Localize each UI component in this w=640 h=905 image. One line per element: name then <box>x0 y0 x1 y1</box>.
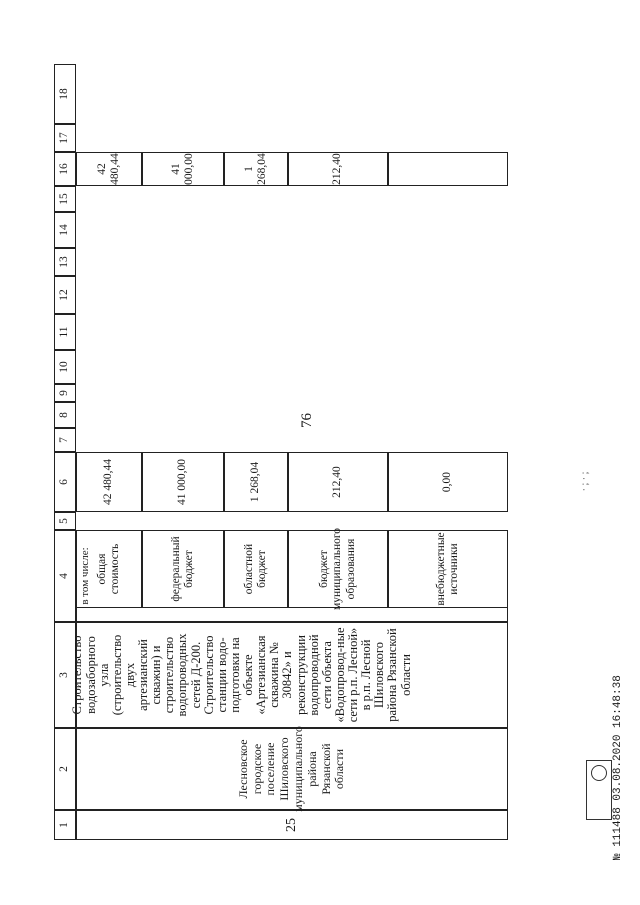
col-header-12: 12 <box>54 276 76 314</box>
col-header-11: 11 <box>54 314 76 350</box>
source-regional: областной бюджет <box>224 530 288 608</box>
col-header-14: 14 <box>54 212 76 248</box>
col-header-6: 6 <box>54 452 76 512</box>
col16-regional: 1 268,04 <box>224 152 288 186</box>
col6-regional: 1 268,04 <box>224 452 288 512</box>
project-description: Строительство водозаборного узла (строительство двух артезианский скважин) и строительство водопроводных сетей Д-200. Строительство станции водо-подготовки на объекте «Артезианская скважина № 30842» и реконструкции водопроводной сети объекта «Водопровод-ные сети р.п. Лесной» в р.п. Лесной Шиловского района Рязанской области <box>70 627 413 723</box>
col-header-15: 15 <box>54 186 76 212</box>
col6-extrabudget: 0,00 <box>388 452 508 512</box>
col-header-2: 2 <box>54 728 76 810</box>
col6-municipal: 212,40 <box>288 452 388 512</box>
page-number: 76 <box>299 413 315 428</box>
col-header-16: 16 <box>54 152 76 186</box>
col-header-3: 3 <box>54 622 76 728</box>
col16-municipal: 212,40 <box>288 152 388 186</box>
col6-total: 42 480,44 <box>76 452 142 512</box>
col-header-1: 1 <box>54 810 76 840</box>
registration-stamp-icon <box>586 760 612 820</box>
rotated-table <box>54 40 508 840</box>
col-header-9: 9 <box>54 384 76 402</box>
municipality-name: Лесновское городское поселение Шиловского муниципального района Рязанской области <box>76 728 508 810</box>
margin-mark: · ; · ; <box>579 471 591 492</box>
source-federal: федеральный бюджет <box>142 530 224 608</box>
row-number: 25 <box>76 810 508 840</box>
col16-total: 42 480,44 <box>76 152 142 186</box>
col-header-4: 4 <box>54 530 76 622</box>
source-extrabudget: внебюджетные источники <box>388 530 508 608</box>
in-that-number-label: в том числе: <box>76 530 508 622</box>
source-total: общая стоимость <box>76 530 142 608</box>
col-header-8: 8 <box>54 402 76 428</box>
document-stamp: № 111488 03.08.2020 16:48:38 <box>612 675 624 860</box>
project-cell <box>70 622 508 728</box>
source-municipal: бюджет муниципального образования <box>288 530 388 608</box>
col-header-5: 5 <box>54 512 76 530</box>
col-header-7: 7 <box>54 428 76 452</box>
col16-federal: 41 000,00 <box>142 152 224 186</box>
col-header-17: 17 <box>54 124 76 152</box>
col16-extrabudget <box>388 152 508 186</box>
col6-federal: 41 000,00 <box>142 452 224 512</box>
col-header-18: 18 <box>54 64 76 124</box>
col-header-10: 10 <box>54 350 76 384</box>
col-header-13: 13 <box>54 248 76 276</box>
